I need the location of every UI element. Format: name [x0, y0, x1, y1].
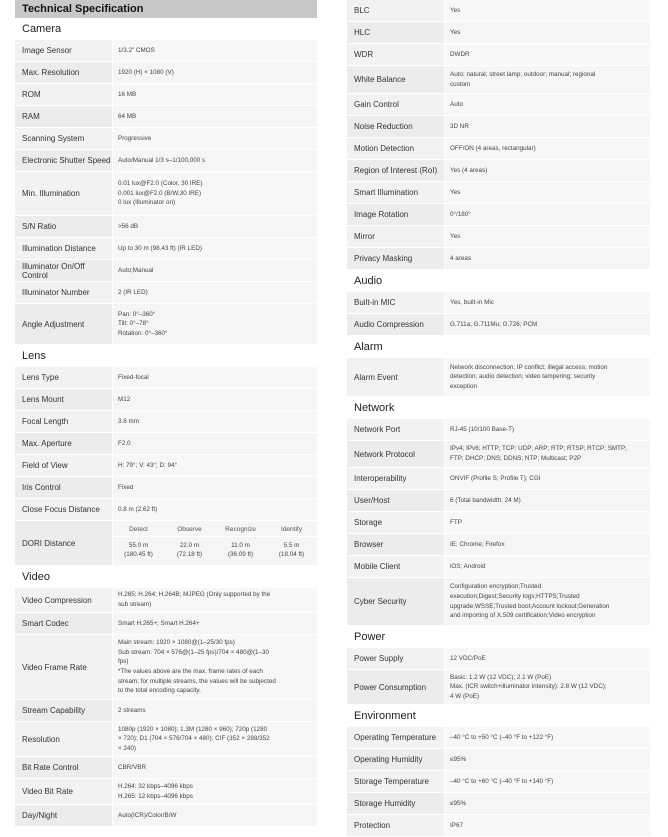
spec-label: Focal Length — [15, 411, 113, 432]
spec-value: ≤95% — [445, 793, 650, 814]
spec-value: FTP — [445, 512, 650, 533]
dori-header-observe: Observe — [164, 521, 215, 537]
spec-value: 64 MB — [113, 106, 317, 127]
spec-label: Power Consumption — [347, 670, 445, 704]
spec-row-s-n-ratio — [15, 216, 317, 238]
spec-value: ≤95% — [445, 749, 650, 770]
spec-row-image-rotation — [347, 204, 650, 226]
spec-row-max-resolution — [15, 62, 317, 84]
spec-label: Illuminator Number — [15, 282, 113, 303]
spec-value: Auto/Manual 1/3 s–1/100,000 s — [113, 150, 317, 171]
spec-row-image-sensor — [15, 40, 317, 62]
section-title-lens: Lens — [22, 350, 46, 362]
spec-label: Image Rotation — [347, 204, 445, 225]
spec-row-motion-detection — [347, 138, 650, 160]
spec-row-focal-length — [15, 411, 317, 433]
spec-value: IPv4; IPv6; HTTP; TCP; UDP; ARP; RTP; RTSP; RTCP; SMTP; FTP; DHCP; DNS; DDNS; NTP; Multicast; P2P — [445, 441, 650, 467]
spec-row-blc — [347, 0, 650, 22]
right-spec-table — [347, 0, 650, 837]
spec-label: S/N Ratio — [15, 216, 113, 237]
spec-row-white-balance — [347, 66, 650, 94]
spec-label: WDR — [347, 44, 445, 65]
spec-label: Stream Capability — [15, 700, 113, 721]
spec-label: Video Bit Rate — [15, 779, 113, 804]
spec-value: Configuration encryption;Trusted execution;Digest;Security logs;HTTPS;Trusted upgrade;WSSE;Trusted boot;Account lockout;Generation and importing of X.509 certification;Video encryption — [445, 578, 650, 625]
spec-value: RJ-45 (10/100 Base-T) — [445, 419, 650, 440]
left-spec-table — [15, 18, 317, 827]
spec-row-close-focus-distance — [15, 499, 317, 521]
spec-value: 3.6 mm — [113, 411, 317, 432]
spec-label: ROM — [15, 84, 113, 105]
spec-row-angle-adjustment — [15, 304, 317, 345]
spec-value: Fixed — [113, 477, 317, 498]
section-title-environment: Environment — [354, 710, 416, 722]
spec-label: Bit Rate Control — [15, 757, 113, 778]
spec-row-operating-temperature — [347, 727, 650, 749]
left-column — [15, 0, 317, 827]
spec-label: Network Protocol — [347, 441, 445, 467]
spec-row-mirror — [347, 226, 650, 248]
spec-row-browser — [347, 534, 650, 556]
spec-value: Auto(ICR)/Color/B/W — [113, 805, 317, 826]
spec-value: 0.01 lux@F2.0 (Color, 30 IRE) 0.001 lux@F2.0 (B/W,30 IRE) 0 lux (Illuminator on) — [113, 172, 317, 215]
spec-row-operating-humidity — [347, 749, 650, 771]
spec-value: Auto;Manual — [113, 260, 317, 281]
spec-value: 1920 (H) × 1080 (V) — [113, 62, 317, 83]
spec-row-illuminator-on-off-control — [15, 260, 317, 282]
dori-value-recognize: 11.0 m (36.09 ft) — [227, 542, 254, 558]
spec-row-network-port — [347, 419, 650, 441]
spec-row-wdr — [347, 44, 650, 66]
spec-label: Illuminator On/Off Control — [15, 260, 113, 281]
section-title-alarm: Alarm — [354, 341, 383, 353]
dori-header-recognize: Recognize — [215, 521, 266, 537]
spec-value: Yes — [445, 0, 650, 21]
dori-value-identify: 5.5 m (18.04 ft) — [278, 542, 305, 558]
spec-label: Day/Night — [15, 805, 113, 826]
spec-row-dori-distance — [15, 521, 317, 566]
spec-row-power-consumption — [347, 670, 650, 705]
right-column — [347, 0, 650, 837]
spec-row-resolution — [15, 722, 317, 757]
spec-row-lens-mount — [15, 389, 317, 411]
spec-value: Smart H.265+; Smart H.264+ — [113, 613, 317, 634]
spec-row-storage-temperature — [347, 771, 650, 793]
spec-value: F2.0 — [113, 433, 317, 454]
spec-label: Operating Humidity — [347, 749, 445, 770]
spec-row-illumination-distance — [15, 238, 317, 260]
spec-row-bit-rate-control — [15, 757, 317, 779]
spec-row-power-supply — [347, 648, 650, 670]
section-title-power: Power — [354, 631, 386, 643]
spec-value: IP67 — [445, 815, 650, 836]
spec-row-day-night — [15, 805, 317, 827]
spec-row-storage-humidity — [347, 793, 650, 815]
spec-label: Storage — [347, 512, 445, 533]
spec-label: Iris Control — [15, 477, 113, 498]
spec-row-audio-compression — [347, 314, 650, 336]
dori-header-identify: Identify — [266, 521, 317, 537]
spec-row-gain-control — [347, 94, 650, 116]
spec-label: Field of View — [15, 455, 113, 476]
spec-row-built-in-mic — [347, 292, 650, 314]
spec-label: Video Frame Rate — [15, 635, 113, 699]
spec-value: 3D NR — [445, 116, 650, 137]
spec-label: Scanning System — [15, 128, 113, 149]
spec-label: Storage Humidity — [347, 793, 445, 814]
spec-label: Network Port — [347, 419, 445, 440]
spec-row-max-aperture — [15, 433, 317, 455]
spec-row-smart-illumination — [347, 182, 650, 204]
spec-label: White Balance — [347, 66, 445, 93]
spec-value: Basic: 1.2 W (12 VDC); 2.1 W (PoE) Max. (ICR switch+illuminator intensity): 2.8 W (12 VDC); 4 W (PoE) — [445, 670, 650, 704]
spec-label: Interoperability — [347, 468, 445, 489]
dori-header-detect: Detect — [113, 521, 164, 537]
spec-row-electronic-shutter-speed — [15, 150, 317, 172]
spec-value: 4 areas — [445, 248, 650, 269]
spec-label: Angle Adjustment — [15, 304, 113, 344]
spec-label: Browser — [347, 534, 445, 555]
spec-value: ONVIF (Profile S; Profile T); CGI — [445, 468, 650, 489]
spec-label: Power Supply — [347, 648, 445, 669]
spec-label: Smart Illumination — [347, 182, 445, 203]
spec-value: Yes — [445, 226, 650, 247]
spec-row-network-protocol — [347, 441, 650, 468]
spec-value: >56 dB — [113, 216, 317, 237]
spec-label: Min. Illumination — [15, 172, 113, 215]
spec-label: DORI Distance — [15, 521, 113, 565]
section-title-network: Network — [354, 402, 395, 414]
spec-label: Region of Interest (RoI) — [347, 160, 445, 181]
spec-value: Progressive — [113, 128, 317, 149]
spec-value: iOS; Android — [445, 556, 650, 577]
spec-row-user-host — [347, 490, 650, 512]
section-title-audio: Audio — [354, 275, 383, 287]
spec-label: Gain Control — [347, 94, 445, 115]
spec-row-rom — [15, 84, 317, 106]
spec-row-smart-codec — [15, 613, 317, 635]
spec-value: Network disconnection; IP conflict; illegal access; motion detection; audio detection; video tampering; security exception — [445, 358, 650, 396]
spec-label: Electronic Shutter Speed — [15, 150, 113, 171]
spec-row-scanning-system — [15, 128, 317, 150]
spec-value: Auto — [445, 94, 650, 115]
spec-row-mobile-client — [347, 556, 650, 578]
spec-value: CBR/VBR — [113, 757, 317, 778]
spec-label: Video Compression — [15, 588, 113, 612]
spec-row-protection — [347, 815, 650, 837]
spec-label: Built-in MIC — [347, 292, 445, 313]
section-title-video: Video — [22, 571, 50, 583]
spec-label: Close Focus Distance — [15, 499, 113, 520]
spec-value: –40 °C to +60 °C (–40 °F to +140 °F) — [445, 771, 650, 792]
spec-value: 2 (IR LED) — [113, 282, 317, 303]
spec-label: Illumination Distance — [15, 238, 113, 259]
spec-label: HLC — [347, 22, 445, 43]
spec-row-ram — [15, 106, 317, 128]
spec-label: Alarm Event — [347, 358, 445, 396]
spec-value: H.265; H.264; H.264B; MJPEG (Only supported by the sub stream) — [113, 588, 317, 612]
spec-value: Pan: 0°–360° Tilt: 0°–78° Rotation: 0°–360° — [113, 304, 317, 344]
dori-table — [113, 521, 317, 565]
spec-label: Max. Aperture — [15, 433, 113, 454]
spec-value: OFF/ON (4 areas, rectangular) — [445, 138, 650, 159]
spec-label: Protection — [347, 815, 445, 836]
spec-label: User/Host — [347, 490, 445, 511]
spec-value: DWDR — [445, 44, 650, 65]
spec-row-interoperability — [347, 468, 650, 490]
spec-label: Image Sensor — [15, 40, 113, 61]
spec-label: Noise Reduction — [347, 116, 445, 137]
spec-row-storage — [347, 512, 650, 534]
spec-row-video-frame-rate — [15, 635, 317, 700]
spec-row-region-of-interest-roi — [347, 160, 650, 182]
spec-label: RAM — [15, 106, 113, 127]
spec-row-lens-type — [15, 367, 317, 389]
spec-value: 0.8 m (2.62 ft) — [113, 499, 317, 520]
spec-value: Yes (4 areas) — [445, 160, 650, 181]
spec-value: Main stream: 1920 × 1080@(1–25/30 fps) Sub stream: 704 × 576@(1–25 fps)/704 × 480@(1–30 fps) *The values above are the max. frame rates of each stream; for multiple streams, the values will be subjected to the total encoding capacity. — [113, 635, 317, 699]
spec-value: Yes, built-in Mic — [445, 292, 650, 313]
spec-value: H.264: 32 kbps–4096 kbps H.265: 12 kbps–4096 kbps — [113, 779, 317, 804]
spec-value: Auto; natural; street lamp; outdoor; manual; regional custom — [445, 66, 650, 93]
spec-value: 1080p (1920 × 1080); 1.3M (1280 × 960); 720p (1280 × 720); D1 (704 × 576/704 × 480); CIF (352 × 288/352 × 240) — [113, 722, 317, 756]
spec-value: –40 °C to +50 °C (–40 °F to +122 °F) — [445, 727, 650, 748]
spec-row-noise-reduction — [347, 116, 650, 138]
spec-label: Storage Temperature — [347, 771, 445, 792]
spec-value: G.711a; G.711Mu; G.726; PCM — [445, 314, 650, 335]
spec-value: 1/3.2" CMOS — [113, 40, 317, 61]
dori-value-detect: 55.0 m (180.45 ft) — [124, 542, 153, 558]
spec-label: Mirror — [347, 226, 445, 247]
spec-label: Cyber Security — [347, 578, 445, 625]
spec-value: Fixed-focal — [113, 367, 317, 388]
spec-row-field-of-view — [15, 455, 317, 477]
spec-label: Operating Temperature — [347, 727, 445, 748]
spec-label: Smart Codec — [15, 613, 113, 634]
spec-label: Motion Detection — [347, 138, 445, 159]
spec-label: Lens Type — [15, 367, 113, 388]
spec-value: 2 streams — [113, 700, 317, 721]
spec-row-stream-capability — [15, 700, 317, 722]
spec-label: Privacy Masking — [347, 248, 445, 269]
spec-row-iris-control — [15, 477, 317, 499]
spec-label: Audio Compression — [347, 314, 445, 335]
spec-row-video-bit-rate — [15, 779, 317, 805]
spec-label: Mobile Client — [347, 556, 445, 577]
spec-row-video-compression — [15, 588, 317, 613]
dori-value-observe: 22.0 m (72.18 ft) — [176, 542, 203, 558]
spec-value: Up to 30 m (98.43 ft) (IR LED) — [113, 238, 317, 259]
spec-row-illuminator-number — [15, 282, 317, 304]
spec-label: Resolution — [15, 722, 113, 756]
spec-value: 16 MB — [113, 84, 317, 105]
spec-value: IE; Chrome; Firefox — [445, 534, 650, 555]
spec-row-hlc — [347, 22, 650, 44]
spec-value: 6 (Total bandwidth: 24 M) — [445, 490, 650, 511]
spec-value: Yes — [445, 22, 650, 43]
spec-label: BLC — [347, 0, 445, 21]
page-title: Technical Specification — [15, 0, 317, 18]
spec-row-min-illumination — [15, 172, 317, 216]
spec-row-cyber-security — [347, 578, 650, 626]
spec-value: M12 — [113, 389, 317, 410]
spec-label: Max. Resolution — [15, 62, 113, 83]
section-title-camera: Camera — [22, 23, 62, 35]
spec-value: H: 79°; V: 43°; D: 94° — [113, 455, 317, 476]
spec-value: 0°/180° — [445, 204, 650, 225]
spec-value: 12 VDC/PoE — [445, 648, 650, 669]
spec-row-alarm-event — [347, 358, 650, 397]
spec-value: Yes — [445, 182, 650, 203]
spec-label: Lens Mount — [15, 389, 113, 410]
spec-row-privacy-masking — [347, 248, 650, 270]
